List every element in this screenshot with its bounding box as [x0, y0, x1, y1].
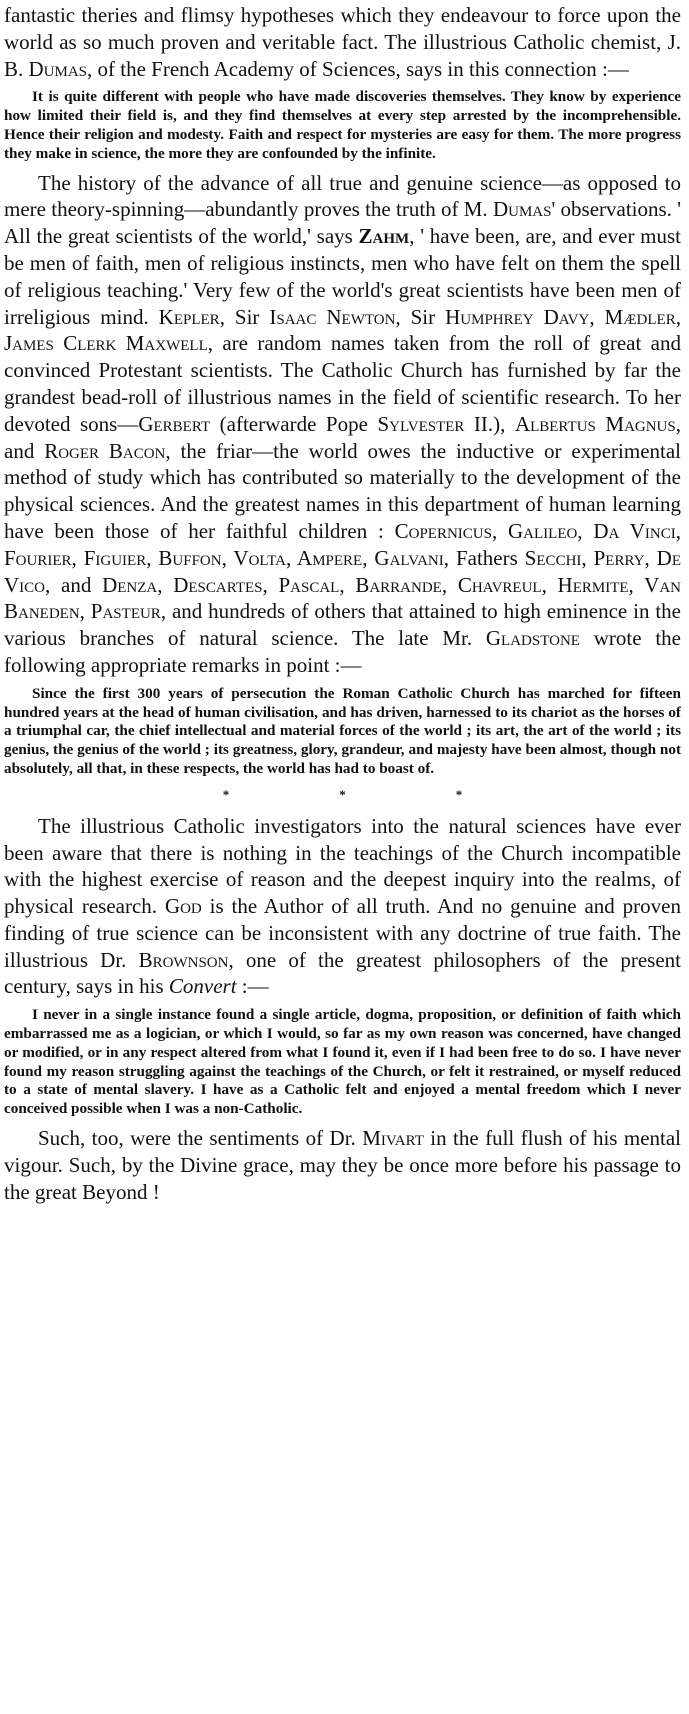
name-zahm: Zahm [358, 224, 410, 249]
quote-gladstone-text: Since the first 300 years of persecution the Roman Catholic Church has marched for fifteen hundred years at the head of human civilisation, and has driven, harnessed to its chariot as the horses of a triumphal car, the chief intellectual and material forces of the world ; its art, the art of the world ; its genius, the genius of the world ; its greatness, glory, grandeur, and majesty have been almost, though not absolutely, all that, in these respects, the world has had to boast of. [4, 684, 681, 777]
paragraph-4-text-a: Such, too, were the sentiments of Dr. [38, 1126, 363, 1151]
paragraph-1-text-b: , of the French Academy of Sciences, says in this connection :— [87, 56, 629, 81]
name-mivart: Mivart [362, 1126, 424, 1151]
paragraph-2-text-f: , [589, 304, 605, 329]
paragraph-2-text-c: , ' have been, are, and ever must be men of faith, men of religious instincts, men who have felt on them the spell of religious teaching.' Very few of the world's great scientists have been men of irreligious mind. [4, 224, 681, 329]
name-newton: Isaac Newton [269, 304, 396, 329]
paragraph-1 [4, 2, 681, 82]
paragraph-2-text-e: , Sir [395, 304, 446, 329]
title-convert: Convert [168, 974, 237, 999]
name-davy: Humphrey Davy [445, 304, 590, 329]
name-god: God [164, 894, 202, 919]
names-list-1: Copernicus, Galileo, Da Vinci, Fourier, Figuier, Buffon, Volta, Ampere, Galvani, [4, 518, 681, 570]
paragraph-2-text-j: ), [493, 411, 515, 436]
name-maxwell: James Clerk Maxwell [4, 331, 208, 356]
paragraph-2-text-l: , the friar—the world owes the inductive or experimental method of study which has contributed so materially to the development of the physical sciences. And the greatest names in this department of human learning have been those of her faithful children : [4, 438, 681, 543]
paragraph-2-text-m: Fathers [449, 545, 525, 570]
name-bacon: Roger Bacon [44, 438, 166, 463]
name-gladstone: Gladstone [485, 626, 580, 651]
name-sylvester: Sylvester II. [377, 411, 494, 436]
section-break [4, 787, 681, 803]
quote-brownson [4, 1006, 681, 1119]
paragraph-2-text-b: ' observations. ' All the great scientists of the world,' says [4, 197, 681, 249]
quote-brownson-text: I never in a single instance found a single article, dogma, proposition, or definition of faith which embarrassed me as a logician, or which I would, so far as my own reason was concerned, have changed or modified, or in any respect altered from what I found it, even if I had been free to do so. I have never found my reason struggling against the teachings of the Church, or felt it restrained, or myself reduced to a state of mental slavery. I have as a Catholic felt and enjoyed a mental freedom which I never conceived possible when I was a non-Catholic. [4, 1006, 681, 1118]
paragraph-2-text-d: , Sir [219, 304, 270, 329]
paragraph-2-text-k: , and [4, 411, 681, 463]
name-maedler: Mædler [604, 304, 676, 329]
name-dumas: Dumas [28, 56, 88, 81]
paragraph-2-text-a: The history of the advance of all true and genuine science—as opposed to mere theory-spinning—abundantly proves the truth of M. [4, 170, 681, 222]
name-kepler: Kepler [158, 304, 220, 329]
paragraph-2 [4, 170, 681, 679]
paragraph-2-text-h: , are random names taken from the roll of great and convinced Protestant scientists. The Catholic Church has furnished by far the grandest bead-roll of illustrious names in the field of scientific research. To her devoted sons— [4, 331, 681, 436]
paragraph-3 [4, 813, 681, 1001]
paragraph-2-text-p: wrote the following appropriate remarks in point :— [4, 626, 681, 677]
paragraph-3-text-a: The illustrious Catholic investigators into the natural sciences have ever been aware that there is nothing in the teachings of the Church incompatible with the highest exercise of reason and the deepest inquiry into the realms, of physical research. [4, 813, 681, 919]
quote-dumas [4, 88, 681, 163]
paragraph-2-text-g: , [675, 304, 681, 329]
star-3: * [455, 786, 463, 802]
paragraph-2-text-i: (afterwarde Pope [210, 411, 378, 436]
quote-dumas-text: It is quite different with people who have made discoveries themselves. They know by experience how limited their field is, and they find themselves at every step arrested by the incomprehensible. Hence their religion and modesty. Faith and respect for mysteries are easy for them. The more progress they make in science, the more they are confounded by the infinite. [4, 88, 681, 162]
paragraph-3-text-b: is the Author of all truth. And no genuine and proven finding of true science can be inconsistent with any doctrine of true faith. The illustrious Dr. [4, 894, 681, 972]
paragraph-3-text-d: :— [236, 974, 269, 999]
paragraph-3-text-c: , one of the greatest philosophers of the present century, says in his [4, 947, 682, 999]
name-albertus: Albertus Magnus [514, 411, 676, 436]
names-list-2: Secchi, Perry, De Vico, [4, 545, 681, 597]
star-1: * [222, 786, 230, 802]
paragraph-1-text-a: fantastic theries and flimsy hypotheses which they endeavour to force upon the world as so much proven and veritable fact. The illustrious Catholic chemist, J. B. [4, 3, 681, 81]
paragraph-2-text-o: and hundreds of others that attained to high eminence in the various branches of natural science. The late Mr. [4, 599, 682, 651]
star-2: * [339, 786, 346, 802]
paragraph-2-text-n: and [50, 572, 103, 597]
name-dumas-2: Dumas [492, 197, 552, 222]
quote-gladstone [4, 685, 681, 779]
name-gerbert: Gerbert [138, 411, 211, 436]
names-list-3: Denza, Descartes, Pascal, Barrande, Chavreul, Hermite, Van Baneden, Pasteur, [4, 572, 681, 624]
paragraph-4-text-b: in the full flush of his mental vigour. Such, by the Divine grace, may they be once more before his passage to the great Beyond ! [4, 1126, 682, 1204]
paragraph-4 [4, 1125, 681, 1205]
name-brownson: Brownson [138, 947, 229, 972]
